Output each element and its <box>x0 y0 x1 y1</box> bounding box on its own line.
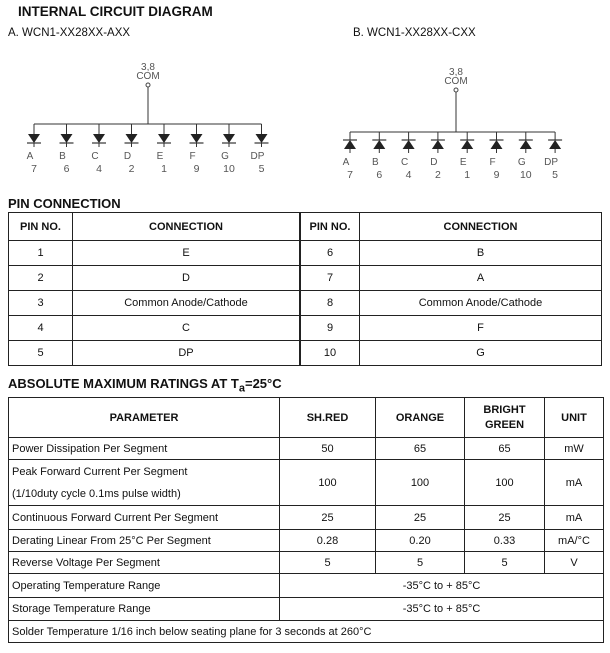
solder-temp-note: Solder Temperature 1/16 inch below seating plane for 3 seconds at 260°C <box>9 621 604 643</box>
pin-number-label: 7 <box>31 163 37 175</box>
pin-number-label: 10 <box>223 163 235 175</box>
orange-header: ORANGE <box>376 398 465 438</box>
segment-label: C <box>91 151 99 162</box>
pin-number-label: 9 <box>493 169 500 181</box>
operating-temp-value: -35°C to + 85°C <box>280 574 604 598</box>
segment-label: G <box>221 151 229 162</box>
segment-label: A <box>342 157 350 168</box>
pin-no-header: PIN NO. <box>9 213 73 241</box>
parameter-line: Peak Forward Current Per Segment <box>12 465 188 478</box>
pin-connection: C <box>73 316 300 341</box>
parameter-cell: Reverse Voltage Per Segment <box>9 552 280 574</box>
orange-value: 0.20 <box>376 530 465 552</box>
pin-connection: Common Anode/Cathode <box>360 291 602 316</box>
ratings-title <box>8 376 282 395</box>
pin-number-label: 6 <box>376 169 383 181</box>
diode-symbol <box>520 140 532 149</box>
pin-number: 2 <box>9 266 73 291</box>
bright-green-header: BRIGHT GREEN <box>465 398 545 438</box>
parameter-cell: Storage Temperature Range <box>9 598 280 621</box>
green-value: 100 <box>465 460 545 506</box>
pin-connection: DP <box>73 341 300 366</box>
segment-label: A <box>26 151 34 162</box>
unit-value: mA/°C <box>545 530 604 552</box>
parameter-cell: Power Dissipation Per Segment <box>9 438 280 460</box>
pin-number-label: 7 <box>347 169 353 181</box>
green-value: 0.33 <box>465 530 545 552</box>
diode-symbol <box>403 140 415 149</box>
diode-symbol <box>461 140 473 149</box>
pin-number-label: 2 <box>434 169 441 181</box>
circuit-b-label: B. WCN1-XX28XX-CXX <box>353 27 476 39</box>
green-value: 65 <box>465 438 545 460</box>
orange-value: 65 <box>376 438 465 460</box>
shred-value: 50 <box>280 438 376 460</box>
pin-number-label: 1 <box>464 169 471 181</box>
ratings-table <box>8 397 604 643</box>
pin-table-left <box>8 212 300 366</box>
pin-number: 5 <box>9 341 73 366</box>
parameter-cell: Operating Temperature Range <box>9 574 280 598</box>
pin-number-label: 4 <box>405 169 412 181</box>
green-value: 5 <box>465 552 545 574</box>
storage-temp-value: -35°C to + 85°C <box>280 598 604 621</box>
circuit-diagram-a <box>0 50 300 190</box>
unit-value: mA <box>545 506 604 530</box>
pin-connection: Common Anode/Cathode <box>73 291 300 316</box>
diode-symbol <box>126 134 138 143</box>
pin-connection: B <box>360 241 602 266</box>
orange-value: 5 <box>376 552 465 574</box>
com-terminal <box>146 83 150 87</box>
com-terminal <box>454 88 458 92</box>
diagram-title: INTERNAL CIRCUIT DIAGRAM <box>18 4 213 19</box>
shred-header: SH.RED <box>280 398 376 438</box>
pin-number-label: 5 <box>258 163 265 175</box>
com-label: COM <box>136 71 160 82</box>
unit-value: V <box>545 552 604 574</box>
segment-label: E <box>459 157 467 168</box>
pin-number: 3 <box>9 291 73 316</box>
segment-label: DP <box>250 151 265 162</box>
connection-header: CONNECTION <box>360 213 602 241</box>
segment-label: D <box>430 157 438 168</box>
circuit-diagram-b <box>330 50 610 190</box>
segment-label: C <box>400 157 409 168</box>
parameter-cell: Derating Linear From 25°C Per Segment <box>9 530 280 552</box>
orange-value: 25 <box>376 506 465 530</box>
segment-label: E <box>156 151 164 162</box>
pin-number: 8 <box>301 291 360 316</box>
shred-value: 0.28 <box>280 530 376 552</box>
diode-symbol <box>191 134 203 143</box>
shred-value: 25 <box>280 506 376 530</box>
diode-symbol <box>158 134 170 143</box>
shred-value: 5 <box>280 552 376 574</box>
diode-symbol <box>93 134 105 143</box>
segment-label: F <box>189 151 196 162</box>
ratings-title-main: ABSOLUTE MAXIMUM RATINGS AT T <box>8 376 239 391</box>
segment-label: D <box>123 151 132 162</box>
diode-symbol <box>432 140 444 149</box>
pin-number-label: 1 <box>161 163 167 175</box>
pin-number: 1 <box>9 241 73 266</box>
diode-symbol <box>549 140 561 149</box>
pin-connection: A <box>360 266 602 291</box>
orange-value: 100 <box>376 460 465 506</box>
pin-number-label: 2 <box>128 163 135 175</box>
pin-connection: F <box>360 316 602 341</box>
segment-label: G <box>517 157 526 168</box>
pin-number-label: 6 <box>63 163 70 175</box>
pin-connection-title: PIN CONNECTION <box>8 196 121 211</box>
pin-number: 10 <box>301 341 360 366</box>
segment-label: F <box>489 157 496 168</box>
unit-value: mW <box>545 438 604 460</box>
green-value: 25 <box>465 506 545 530</box>
pin-number-label: 9 <box>193 163 200 175</box>
segment-label: B <box>371 157 379 168</box>
com-label: COM <box>444 76 468 87</box>
unit-header: UNIT <box>545 398 604 438</box>
connection-header: CONNECTION <box>73 213 300 241</box>
diode-symbol <box>491 140 503 149</box>
pin-number: 9 <box>301 316 360 341</box>
pin-table-right <box>300 212 602 366</box>
pin-connection: E <box>73 241 300 266</box>
parameter-cell: Continuous Forward Current Per Segment <box>9 506 280 530</box>
pin-number: 6 <box>301 241 360 266</box>
circuit-a-label: A. WCN1-XX28XX-AXX <box>8 27 131 39</box>
diode-symbol <box>256 134 268 143</box>
pin-number-label: 4 <box>96 163 102 175</box>
diode-symbol <box>344 140 356 149</box>
diode-symbol <box>61 134 73 143</box>
pin-number: 7 <box>301 266 360 291</box>
unit-value: mA <box>545 460 604 506</box>
com-pin-numbers: 3,8 <box>449 67 463 78</box>
diode-symbol <box>28 134 40 143</box>
pin-connection: D <box>73 266 300 291</box>
segment-label: B <box>59 151 66 162</box>
pin-connection: G <box>360 341 602 366</box>
parameter-cell <box>9 460 280 506</box>
ratings-title-temp: =25°C <box>244 376 282 391</box>
ratings-title-subscript: a <box>238 382 245 395</box>
com-pin-numbers: 3,8 <box>141 62 155 73</box>
diode-symbol <box>223 134 235 143</box>
pin-no-header: PIN NO. <box>301 213 360 241</box>
shred-value: 100 <box>280 460 376 506</box>
parameter-header: PARAMETER <box>9 398 280 438</box>
parameter-note: (1/10duty cycle 0.1ms pulse width) <box>12 487 181 500</box>
pin-number: 4 <box>9 316 73 341</box>
diode-symbol <box>373 140 385 149</box>
pin-number-label: 10 <box>519 169 532 181</box>
segment-label: DP <box>544 157 559 168</box>
pin-number-label: 5 <box>552 169 559 181</box>
